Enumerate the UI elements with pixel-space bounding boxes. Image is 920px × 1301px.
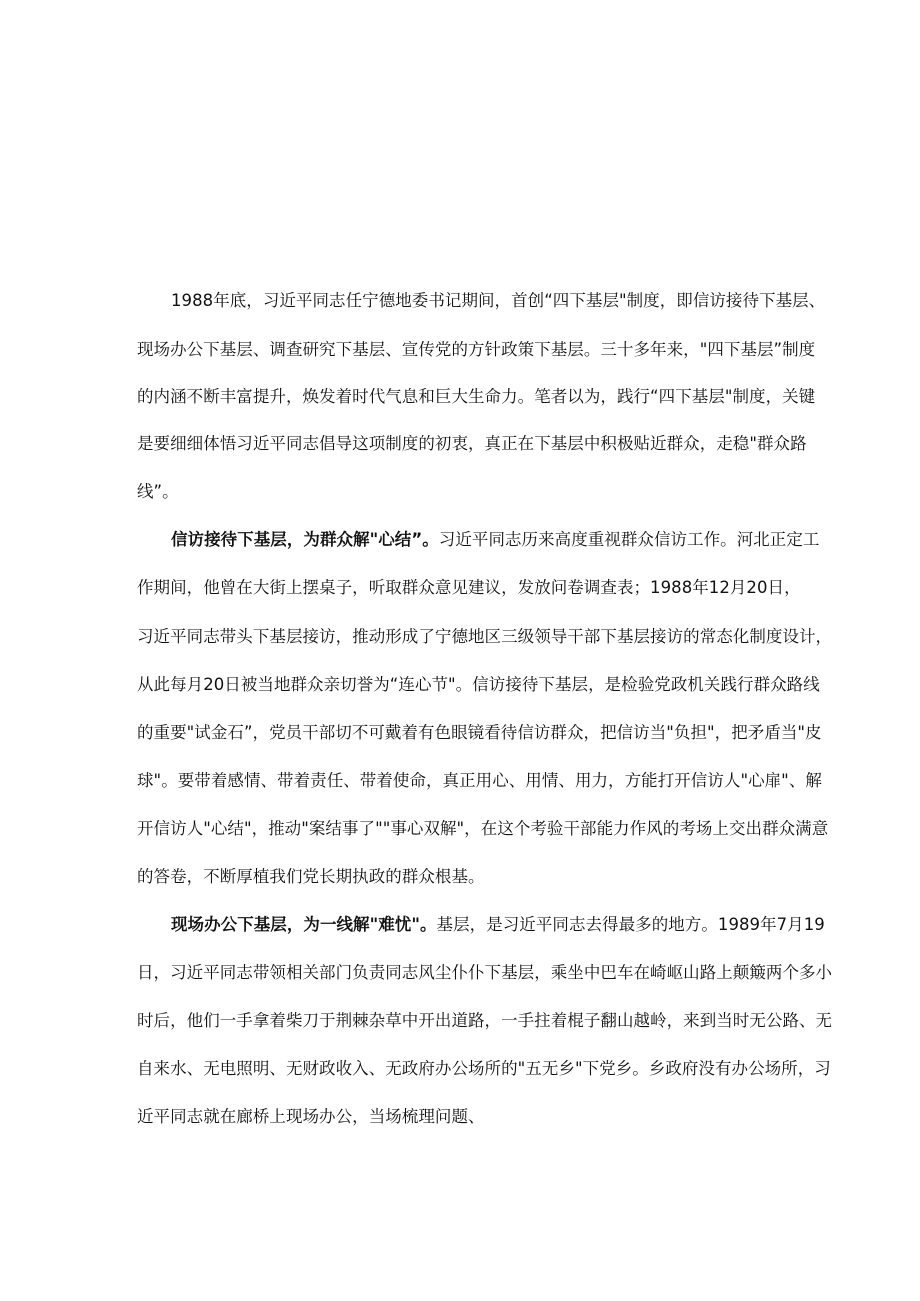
paragraph-2-line-7: 开信访人"心结"，推动"案结事了""事心双解"，在这个考验干部能力作风的考场上交出群众满意 bbox=[137, 819, 829, 838]
paragraph-1-line-1: 1988年底，习近平同志任宁德地委书记期间，首创“四下基层"制度，即信访接待下基层、 bbox=[171, 291, 826, 310]
paragraph-3-line-4: 自来水、无电照明、无财政收入、无政府办公场所的"五无乡"下党乡。乡政府没有办公场所，习 bbox=[137, 1059, 831, 1078]
paragraph-1-line-4: 是要细细体悟习近平同志倡导这项制度的初衷，真正在下基层中积极贴近群众，走稳"群众路 bbox=[137, 434, 807, 453]
paragraph-3-line-1 bbox=[171, 910, 825, 940]
paragraph-3-line-1-text: 基层，是习近平同志去得最多的地方。1989年7月19 bbox=[436, 915, 825, 934]
paragraph-2-line-6: 球"。要带着感情、带着责任、带着使命，真正用心、用情、用力，方能打开信访人"心扉"、解 bbox=[137, 771, 822, 790]
paragraph-3-line-2: 日，习近平同志带领相关部门负责同志风尘仆仆下基层，乘坐中巴车在崎岖山路上颠簸两个多小 bbox=[137, 963, 833, 982]
paragraph-3-line-3: 时后，他们一手拿着柴刀于荆棘杂草中开出道路，一手拄着棍子翻山越岭，来到当时无公路、无 bbox=[137, 1011, 833, 1030]
paragraph-2-line-1-text: 习近平同志历来高度重视群众信访工作。河北正定工 bbox=[438, 530, 820, 549]
paragraph-3-line-5: 近平同志就在廊桥上现场办公，当场梳理问题、 bbox=[137, 1107, 485, 1126]
paragraph-2-line-8: 的答卷，不断厚植我们党长期执政的群众根基。 bbox=[137, 867, 485, 886]
paragraph-2-line-2: 作期间，他曾在大街上摆桌子，听取群众意见建议，发放问卷调查表；1988年12月20日， bbox=[137, 578, 801, 597]
paragraph-2-line-5: 的重要"试金石”，党员干部切不可戴着有色眼镜看待信访群众，把信访当"负担"，把矛盾当"皮 bbox=[137, 723, 822, 742]
paragraph-2-line-4: 从此每月20日被当地群众亲切誉为“连心节"。信访接待下基层，是检验党政机关践行群众路线 bbox=[137, 675, 820, 694]
paragraph-3-heading: 现场办公下基层，为一线解"难忧"。 bbox=[171, 915, 437, 934]
paragraph-2-heading: 信访接待下基层，为群众解"心结”。 bbox=[171, 530, 439, 549]
paragraph-2-line-3: 习近平同志带头下基层接访，推动形成了宁德地区三级领导干部下基层接访的常态化制度设计， bbox=[137, 627, 833, 646]
paragraph-1-line-2: 现场办公下基层、调查研究下基层、宣传党的方针政策下基层。三十多年来，"四下基层”制度 bbox=[137, 340, 816, 359]
paragraph-2-line-1 bbox=[171, 525, 820, 555]
paragraph-1-line-3: 的内涵不断丰富提升，焕发着时代气息和巨大生命力。笔者以为，践行“四下基层"制度，关键 bbox=[137, 387, 816, 406]
paragraph-1-line-5: 线”。 bbox=[137, 482, 179, 501]
